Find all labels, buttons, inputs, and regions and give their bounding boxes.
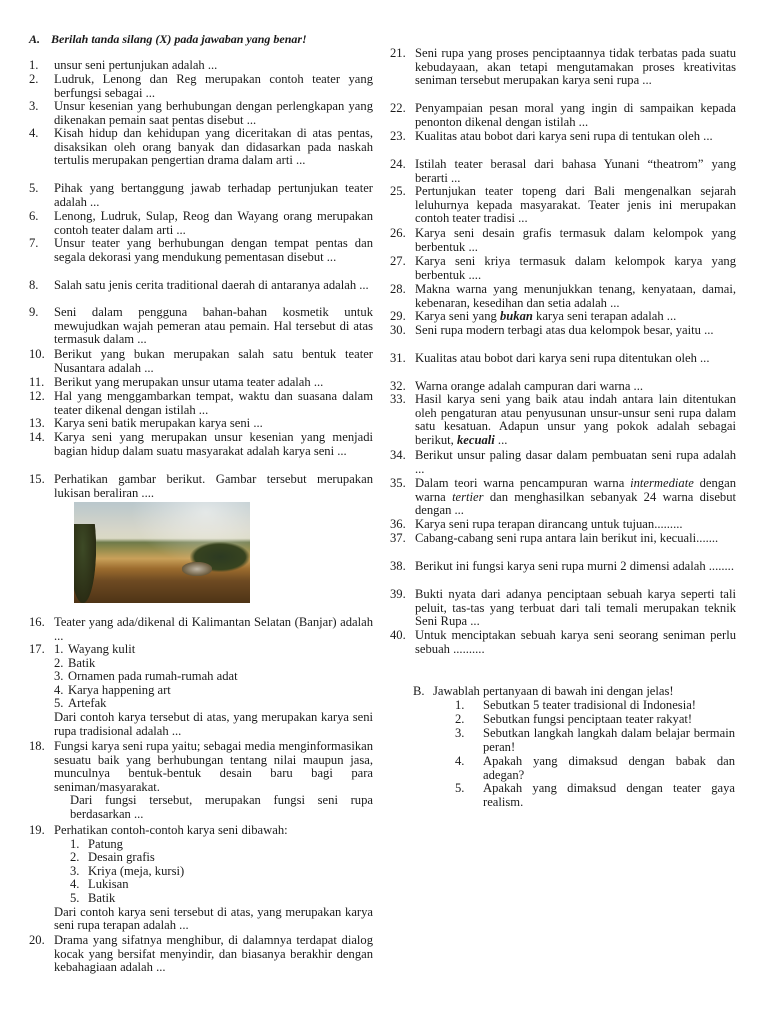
question-text: Dari contoh karya tersebut di atas, yang merupakan karya seni rupa tradisional adalah ... — [54, 709, 373, 738]
question-text: Berikut yang bukan merupakan salah satu bentuk teater Nusantara adalah ... — [54, 347, 373, 375]
question-text: Seni rupa yang proses penciptaannya tidak terbatas pada suatu kebudayaan, akan tetapi mengutamakan proses kreativitas seniman tersebut merupakan karya seni rupa ... — [415, 46, 736, 88]
question-body — [54, 824, 373, 933]
question-body — [54, 643, 373, 738]
question-23 — [390, 130, 736, 144]
option-number: 4. — [70, 877, 80, 892]
question-text: Lenong, Ludruk, Sulap, Reog dan Wayang orang merupakan contoh teater dalam arti ... — [54, 209, 373, 237]
question-40 — [390, 629, 736, 656]
question-26 — [390, 227, 736, 254]
essay-question-1 — [455, 699, 735, 713]
question-text: Berikut ini fungsi karya seni rupa murni 2 dimensi adalah ........ — [415, 559, 734, 573]
question-27 — [390, 255, 736, 282]
question-text: Kisah hidup dan kehidupan yang diceritakan di atas pentas, disaksikan oleh orang banyak dan didasarkan pada naskah tertulis merupakan pengertian drama dalam arti ... — [54, 126, 373, 168]
question-number: 5. — [29, 181, 39, 195]
question-text: Teater yang ada/dikenal di Kalimantan Selatan (Banjar) adalah ... — [54, 615, 373, 643]
section-b-title: Jawablah pertanyaan di bawah ini dengan jelas! — [433, 684, 674, 698]
question-30 — [390, 324, 736, 338]
section-a-letter: A. — [29, 32, 41, 46]
painting-tree-detail — [74, 524, 96, 603]
option-number: 1. — [54, 642, 64, 656]
question-25 — [390, 185, 736, 226]
question-number: 25. — [390, 184, 406, 198]
question-number: 34. — [390, 448, 406, 462]
question-text: Drama yang sifatnya menghibur, di dalamnya terdapat dialog kocak yang bersifat menyindir, dan biasanya berakhir dengan kebahagiaan adalah ... — [54, 933, 373, 975]
question-number: 3. — [29, 99, 39, 113]
question-6 — [29, 210, 373, 237]
painting-cart-detail — [182, 562, 212, 576]
question-10 — [29, 348, 373, 375]
option-number: 3. — [54, 669, 64, 684]
question-number: 3. — [455, 726, 465, 740]
option-item — [54, 892, 373, 906]
question-text: Istilah teater berasal dari bahasa Yunani “theatrom” yang berarti ... — [415, 157, 736, 185]
question-number: 4. — [29, 126, 39, 140]
question-number: 37. — [390, 531, 406, 545]
option-text: Ornamen pada rumah-rumah adat — [68, 669, 238, 684]
question-text: Sebutkan fungsi penciptaan teater rakyat! — [483, 712, 693, 726]
question-text: Karya seni desain grafis termasuk dalam kelompok yang berbentuk ... — [415, 226, 736, 254]
text-segment: Dalam teori warna pencampuran warna — [415, 476, 631, 490]
question-number: 23. — [390, 129, 406, 143]
emphasis-text: intermediate — [630, 476, 694, 490]
option-number: 4. — [54, 682, 64, 697]
question-text: Pertunjukan teater topeng dari Bali mengenalkan sejarah leluhurnya kepada masyarakat. Teater jenis ini merupakan contoh teater tradisi ... — [415, 184, 736, 226]
question-text: Karya seni batik merupakan karya seni ... — [54, 416, 263, 430]
question-text: Karya seni yang merupakan unsur kesenian yang menjadi bagian hidup dalam suatu masyarakat adalah karya seni ... — [54, 430, 373, 458]
option-text: Wayang kulit — [68, 642, 136, 656]
question-number: 15. — [29, 472, 45, 486]
option-item — [54, 878, 373, 892]
question-number: 10. — [29, 347, 45, 361]
question-body — [54, 740, 373, 822]
question-text — [415, 393, 736, 447]
question-3 — [29, 100, 373, 127]
question-text: Cabang-cabang seni rupa antara lain berikut ini, kecuali....... — [415, 531, 719, 545]
question-14 — [29, 431, 373, 458]
question-number: 28. — [390, 282, 406, 296]
option-item — [54, 851, 373, 865]
text-segment: ... — [494, 432, 508, 447]
option-item — [54, 684, 373, 698]
question-number: 39. — [390, 587, 406, 601]
question-followup: Dari fungsi tersebut, merupakan fungsi seni rupa berdasarkan ... — [70, 793, 373, 821]
question-16 — [29, 616, 373, 643]
question-20 — [29, 934, 373, 975]
option-text: Batik — [88, 890, 116, 905]
question-number: 24. — [390, 157, 406, 171]
question-text: Seni rupa modern terbagi atas dua kelompok besar, yaitu ... — [415, 323, 714, 337]
option-number: 1. — [70, 836, 80, 851]
question-7 — [29, 237, 373, 264]
question-text: Unsur kesenian yang berhubungan dengan perlengkapan yang dikenakan pemain saat pentas disebut ... — [54, 99, 373, 127]
question-number: 40. — [390, 628, 406, 642]
question-text: Salah satu jenis cerita traditional daerah di antaranya adalah ... — [54, 278, 369, 292]
question-number: 38. — [390, 559, 406, 573]
question-21 — [390, 47, 736, 88]
question-text: Berikut yang merupakan unsur utama teater adalah ... — [54, 375, 324, 389]
option-item — [54, 865, 373, 879]
question-followup: Dari contoh karya seni tersebut di atas, yang merupakan karya seni rupa terapan adalah ... — [54, 904, 373, 933]
question-15 — [29, 473, 373, 500]
question-37 — [390, 532, 736, 546]
question-number: 2. — [29, 72, 39, 86]
option-text: Lukisan — [88, 877, 129, 892]
question-text: Unsur teater yang berhubungan dengan tempat pentas dan segala dekorasi yang mendukung pementasan disebut ... — [54, 236, 373, 264]
option-number: 3. — [70, 863, 80, 878]
emphasis-text: tertier — [452, 489, 484, 504]
question-number: 21. — [390, 46, 406, 60]
question-text: Apakah yang dimaksud dengan teater gaya realism. — [483, 781, 735, 809]
essay-question-5 — [455, 782, 735, 809]
option-number: 5. — [54, 696, 64, 711]
option-item — [54, 670, 373, 684]
option-number: 5. — [70, 890, 80, 905]
question-number: 29. — [390, 309, 406, 323]
emphasis-text: bukan — [499, 309, 533, 323]
question-text: Karya seni kriya termasuk dalam kelompok karya yang berbentuk .... — [415, 254, 736, 282]
question-number: 20. — [29, 933, 45, 947]
question-39 — [390, 588, 736, 629]
option-text: Kriya (meja, kursi) — [88, 863, 185, 878]
question-9 — [29, 306, 373, 347]
option-item — [54, 657, 373, 671]
question-text: Sebutkan 5 teater tradisional di Indonesia! — [483, 698, 696, 712]
text-segment: dengan warna — [415, 476, 736, 504]
question-text: Pihak yang bertanggung jawab terhadap pertunjukan teater adalah ... — [54, 181, 373, 209]
option-text: Desain grafis — [88, 850, 155, 865]
question-text: Karya seni rupa terapan dirancang untuk tujuan......... — [415, 517, 683, 531]
question-19 — [29, 824, 373, 933]
question-text: Kualitas atau bobot dari karya seni rupa ditentukan oleh ... — [415, 351, 710, 365]
question-number: 14. — [29, 430, 45, 444]
question-text: Fungsi karya seni rupa yaitu; sebagai media menginformasikan sesuatu baik yang berhubungan tentang nilai maupun jasa, munculnya bentuk-bentuk desain baru bagi para seniman/masyarakat. — [54, 739, 373, 794]
section-b-letter: B. — [413, 684, 425, 698]
text-segment: Karya seni yang — [415, 309, 500, 323]
essay-question-2 — [455, 713, 735, 727]
option-number: 2. — [54, 655, 64, 670]
question-number: 31. — [390, 351, 406, 365]
question-text: Apakah yang dimaksud dengan babak dan adegan? — [483, 754, 735, 782]
question-33 — [390, 393, 736, 447]
text-segment: dan menghasilkan sebanyak 24 warna disebut dengan ... — [415, 489, 736, 518]
question-text: Perhatikan gambar berikut. Gambar tersebut merupakan lukisan beraliran .... — [54, 472, 373, 500]
question-text: Sebutkan langkah langkah dalam belajar bermain peran! — [483, 726, 735, 754]
question-text: Ludruk, Lenong dan Reg merupakan contoh teater yang berfungsi sebagai ... — [54, 72, 373, 100]
question-1 — [29, 59, 373, 73]
question-17 — [29, 643, 373, 738]
question-18 — [29, 740, 373, 822]
question-number: 18. — [29, 739, 45, 753]
section-a-heading — [29, 33, 307, 47]
question-34 — [390, 449, 736, 476]
option-text: Artefak — [68, 696, 107, 711]
option-item — [54, 643, 373, 657]
question-13 — [29, 417, 373, 431]
question-number: 9. — [29, 305, 39, 319]
question-number: 17. — [29, 642, 45, 656]
question-number: 13. — [29, 416, 45, 430]
question-number: 1. — [29, 58, 39, 72]
question-text: Hal yang menggambarkan tempat, waktu dan suasana dalam teater dikenal dengan istilah ... — [54, 389, 373, 417]
landscape-painting-image — [74, 502, 250, 603]
question-5 — [29, 182, 373, 209]
question-number: 11. — [29, 375, 45, 389]
question-number: 22. — [390, 101, 406, 115]
question-4 — [29, 127, 373, 168]
question-number: 16. — [29, 615, 45, 629]
question-number: 1. — [455, 698, 465, 712]
question-text: Kualitas atau bobot dari karya seni rupa di tentukan oleh ... — [415, 129, 713, 143]
question-35 — [390, 477, 736, 518]
text-segment: Hasil karya seni yang baik atau indah antara lain ditentukan oleh pengaturan atau penyusunan unsur-unsur seni rupa dalam satu kesatuan. Adapun unsur yang pokok adalah sebagai berikut, — [415, 392, 736, 447]
essay-question-4 — [455, 755, 735, 782]
option-text: Karya happening art — [68, 682, 171, 697]
question-22 — [390, 102, 736, 129]
question-text: Warna orange adalah campuran dari warna ... — [415, 379, 644, 393]
question-38 — [390, 560, 736, 574]
question-text: unsur seni pertunjukan adalah ... — [54, 58, 218, 72]
option-text: Batik — [68, 655, 96, 670]
question-31 — [390, 352, 736, 366]
option-text: Patung — [88, 836, 123, 851]
question-36 — [390, 518, 736, 532]
section-a-title: Berilah tanda silang (X) pada jawaban yang benar! — [51, 32, 307, 46]
text-segment: karya seni terapan adalah ... — [532, 309, 677, 323]
question-number: 35. — [390, 476, 406, 490]
essay-question-3 — [455, 727, 735, 754]
question-number: 30. — [390, 323, 406, 337]
question-text: Makna warna yang menunjukkan tenang, kenyataan, damai, kebenaran, kesedihan dan setia adalah ... — [415, 282, 736, 310]
question-number: 6. — [29, 209, 39, 223]
emphasis-text: kecuali — [456, 432, 495, 447]
option-number: 2. — [70, 850, 80, 865]
question-number: 27. — [390, 254, 406, 268]
question-text: Untuk menciptakan sebuah karya seni seorang seniman perlu sebuah .......... — [415, 628, 736, 656]
question-text — [415, 477, 736, 518]
question-number: 2. — [455, 712, 465, 726]
question-number: 12. — [29, 389, 45, 403]
question-number: 36. — [390, 517, 406, 531]
question-24 — [390, 158, 736, 185]
question-number: 7. — [29, 236, 39, 250]
section-b-heading — [413, 685, 674, 699]
question-number: 4. — [455, 754, 465, 768]
question-29 — [390, 310, 736, 324]
question-12 — [29, 390, 373, 417]
question-number: 33. — [390, 392, 406, 406]
question-text: Bukti nyata dari adanya penciptaan sebuah karya seperti tali peluit, tas-tas yang terbuat dari tali temali merupakan teknik Seni Rupa ... — [415, 587, 736, 629]
option-item — [54, 697, 373, 711]
question-number: 8. — [29, 278, 39, 292]
question-text: Seni dalam pengguna bahan-bahan kosmetik untuk mewujudkan wajah pemeran atau pemain. Hal tersebut di atas termasuk dalam ... — [54, 305, 373, 347]
question-text: Perhatikan contoh-contoh karya seni dibawah: — [54, 823, 288, 837]
question-number: 19. — [29, 823, 45, 837]
question-11 — [29, 376, 373, 390]
question-2 — [29, 73, 373, 100]
question-number: 26. — [390, 226, 406, 240]
question-8 — [29, 279, 373, 293]
question-28 — [390, 283, 736, 310]
option-item — [54, 838, 373, 852]
question-number: 32. — [390, 379, 406, 393]
question-number: 5. — [455, 781, 465, 795]
question-text: Penyampaian pesan moral yang ingin di sampaikan kepada penonton dikenal dengan istilah ... — [415, 101, 736, 129]
question-text — [415, 310, 736, 324]
question-text: Berikut unsur paling dasar dalam pembuatan seni rupa adalah ... — [415, 448, 736, 476]
